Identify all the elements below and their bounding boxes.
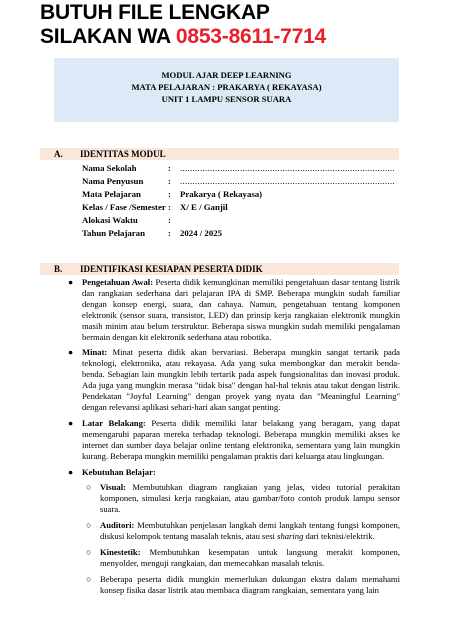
sub-item-heading: Kinestetik:: [100, 546, 141, 557]
sub-item-heading: Visual:: [100, 482, 126, 493]
bullet-icon: ●: [68, 466, 74, 477]
banner-phone: 0853-8611-7714: [175, 25, 327, 48]
id-colon: :: [168, 189, 171, 199]
id-row-year: [82, 228, 402, 239]
sub-item-italic: sharing: [277, 531, 304, 542]
sub-item-heading: Auditori:: [100, 520, 135, 531]
id-label: Nama Penyusun: [82, 176, 144, 186]
section-a-title: IDENTITAS MODUL: [80, 149, 166, 159]
id-label: Alokasi Waktu: [82, 215, 138, 225]
id-value: Prakarya ( Rekayasa): [180, 189, 263, 199]
circle-bullet-icon: ○: [86, 482, 92, 493]
list-item: [68, 277, 400, 342]
unit-title: UNIT 1 LAMPU SENSOR SUARA: [161, 94, 292, 104]
id-row-school: [82, 163, 402, 174]
item-text: Peserta didik kemungkinan memiliki pengetahuan dasar tentang listrik dan rangkaian sederhana dari pelajaran IPA di SMP. Beberapa mungkin sudah familiar dengan konsep energi, suara, dan cahaya. Namun, pengetahuan tentang komponen elektronik (sensor suara, transistor, LED) dan prinsip kerja rangkaian elektronik mungkin masih minim atau belum terstruktur. Beberapa siswa mungkin sudah memiliki pengalaman bermain dengan kit elektronik sederhana atau robotika.: [82, 277, 400, 342]
id-label: Mata Pelajaran: [82, 189, 141, 199]
item-heading: Minat:: [82, 347, 108, 358]
promo-banner: [40, 2, 326, 47]
sub-list-item: [86, 482, 400, 515]
list-item: [68, 347, 400, 412]
id-value: ......................................................................................: [180, 163, 395, 173]
bullet-icon: ●: [68, 417, 74, 428]
sub-item-text: Membutuhkan kesempatan untuk langsung merakit komponen, menyolder, menguji rangkaian, dan memecahkan masalah teknis.: [100, 546, 400, 568]
readiness-list: [68, 277, 400, 601]
item-heading: Kebutuhan Belajar:: [82, 466, 156, 477]
id-label: Nama Sekolah: [82, 163, 137, 173]
section-a-heading: [40, 148, 399, 160]
id-colon: :: [168, 176, 171, 186]
item-heading: Latar Belakang:: [82, 417, 146, 428]
id-value: X/ E / Ganjil: [180, 202, 228, 212]
list-item: [68, 466, 400, 478]
item-heading: Pengetahuan Awal:: [82, 277, 154, 287]
section-b-heading: [40, 263, 399, 275]
id-label: Kelas / Fase /Semester: [82, 202, 166, 212]
id-colon: :: [168, 163, 171, 173]
id-value: 2024 / 2025: [180, 228, 223, 238]
sub-item-text: Membutuhkan diagram rangkaian yang jelas, video tutorial perakitan komponen, simulasi kerja rangkaian, atau gambar/foto contoh produk lampu sensor suara.: [100, 482, 400, 515]
module-header: [54, 58, 399, 122]
banner-line-2: [40, 26, 326, 47]
id-row-author: [82, 176, 402, 187]
item-text: Minat peserta didik akan bervariasi. Beberapa mungkin sangat tertarik pada teknologi, elektronika, atau rekayasa. Ada yang suka membongkar dan merakit benda-benda. Sebagian lain mungkin lebih tertarik pada aspek fungsionalitas dan inovasi produk. Ada juga yang mungkin merasa "tidak bisa" dengan hal-hal teknis atau takut dengan listrik. Pendekatan "Joyful Learning" dengan proyek yang nyata dan "Meaningful Learning" dengan relevansi aplikasi sehari-hari akan sangat penting.: [82, 347, 400, 412]
id-value: ......................................................................................: [180, 176, 395, 186]
circle-bullet-icon: ○: [86, 573, 92, 584]
sub-item-text: Beberapa peserta didik mungkin memerlukan dukungan ekstra dalam memahami konsep fisika dasar listrik atau membaca diagram rangkaian, sementara yang lain: [100, 573, 400, 595]
circle-bullet-icon: ○: [86, 546, 92, 557]
section-b-letter: B.: [54, 264, 63, 274]
list-item: [68, 417, 400, 462]
id-row-time: [82, 215, 402, 226]
item-text: Peserta didik memiliki latar belakang yang beragam, yang dapat memengaruhi paparan mereka terhadap teknologi. Beberapa mungkin memiliki akses ke internet dan sumber daya belajar online tentang elektronika, sementara yang lain mungkin kurang. Beberapa mungkin memiliki pengalaman praktis dari keluarga atau lingkungan.: [82, 417, 400, 461]
section-a-letter: A.: [54, 149, 63, 159]
banner-line-1: BUTUH FILE LENGKAP: [40, 1, 270, 24]
sub-item-text-end: dari teknisi/elektrik.: [303, 531, 375, 542]
sub-list-item: [86, 546, 400, 569]
id-colon: :: [168, 215, 171, 225]
id-label: Tahun Pelajaran: [82, 228, 145, 238]
subject-title: MATA PELAJARAN : PRAKARYA ( REKAYASA): [131, 82, 322, 92]
sub-item-text: Membutuhkan penjelasan langkah demi langkah tentang fungsi komponen, diskusi kelompok tentang masalah teknis, atau sesi: [100, 520, 400, 542]
id-colon: :: [168, 228, 171, 238]
id-colon: :: [168, 202, 171, 212]
bullet-icon: ●: [68, 277, 74, 287]
section-b-title: IDENTIFIKASI KESIAPAN PESERTA DIDIK: [80, 264, 263, 274]
module-title: MODUL AJAR DEEP LEARNING: [161, 70, 292, 80]
id-row-class: [82, 202, 402, 213]
sub-list-item: [86, 520, 400, 542]
id-row-subject: [82, 189, 402, 200]
bullet-icon: ●: [68, 347, 74, 358]
banner-prefix: SILAKAN WA: [40, 25, 176, 48]
sub-list-item: [86, 573, 400, 596]
circle-bullet-icon: ○: [86, 520, 92, 531]
